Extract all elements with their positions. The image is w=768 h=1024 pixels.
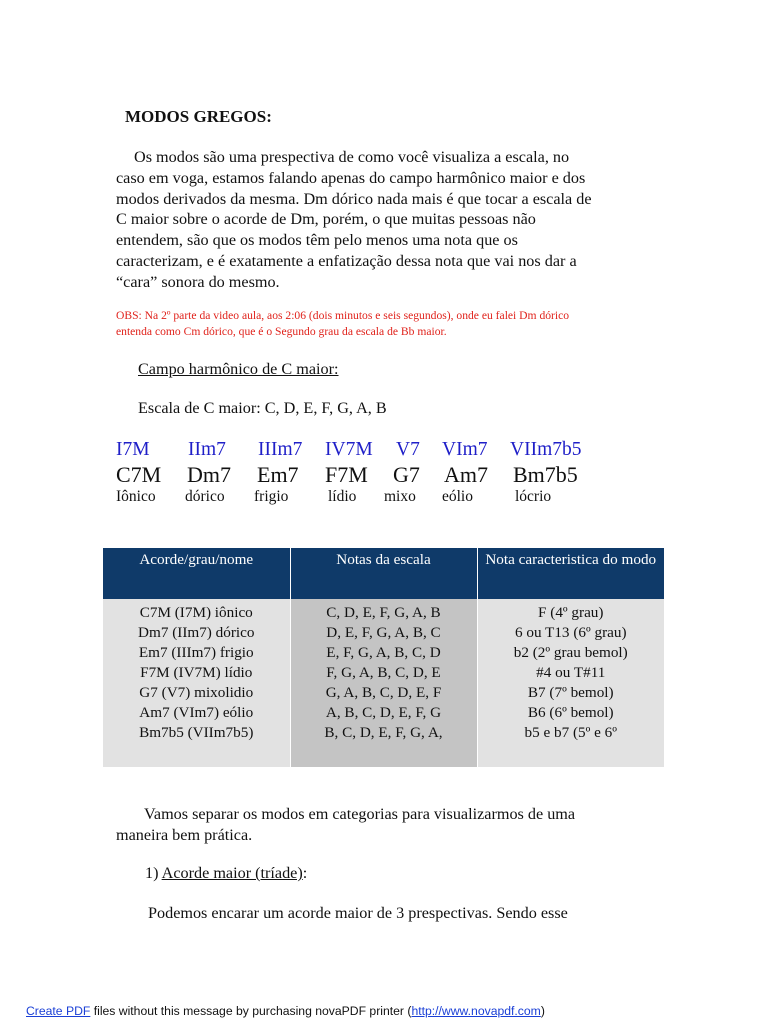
paragraph-line: maneira bem prática.	[116, 825, 253, 844]
header-nota-caracteristica: Nota caracteristica do modo	[477, 548, 664, 599]
intro-line: “cara” sonora do mesmo.	[116, 272, 280, 291]
mode-name: eólio	[442, 488, 473, 505]
table-cell: #4 ou T#11	[536, 664, 606, 681]
obs-line: entenda como Cm dórico, que é o Segundo grau da escala de Bb maior.	[116, 324, 447, 338]
table-header-row	[103, 548, 664, 599]
mode-name: lócrio	[515, 488, 552, 505]
table-cell: G7 (V7) mixolidio	[139, 684, 254, 701]
mode-name: lídio	[328, 488, 357, 505]
table-cell: F, G, A, B, C, D, E	[326, 664, 441, 681]
chord-label: Em7	[257, 462, 299, 487]
categories-paragraph	[116, 804, 656, 845]
degree-label: IIm7	[188, 439, 226, 460]
page-title: MODOS GREGOS:	[125, 107, 272, 126]
column-acorde	[103, 599, 290, 767]
intro-line: caracterizam, e é exatamente a enfatização dessa nota que vai nos dar a	[116, 251, 577, 270]
table-cell: b5 e b7 (5º e 6º	[524, 724, 617, 741]
table-row	[103, 599, 664, 767]
table-cell: B, C, D, E, F, G, A,	[324, 724, 443, 741]
list-item-title: Acorde maior (tríade)	[161, 864, 303, 882]
campo-harmonico-heading: Campo harmônico de C maior:	[138, 360, 339, 378]
table-cell: b2 (2º grau bemol)	[513, 644, 628, 661]
table-cell: Em7 (IIIm7) frigio	[138, 644, 254, 661]
intro-line: modos derivados da mesma. Dm dórico nada mais é que tocar a escala de	[116, 189, 592, 208]
intro-line: entendem, são que os modos têm pelo menos uma nota que os	[116, 231, 518, 250]
table-cell: F (4º grau)	[538, 604, 604, 621]
mode-name: frigio	[254, 488, 289, 505]
column-nota-caracteristica	[477, 599, 664, 767]
table-cell: A, B, C, D, E, F, G	[325, 704, 442, 721]
pdf-footer	[26, 1004, 545, 1018]
degree-label: VIm7	[442, 439, 488, 460]
table-cell: B6 (6º bemol)	[527, 704, 614, 721]
intro-line: Os modos são uma prespectiva de como você visualiza a escala, no	[134, 148, 570, 166]
mode-name: Iônico	[116, 488, 156, 505]
chord-label: C7M	[116, 462, 162, 487]
modes-table	[103, 548, 664, 767]
escala-line: Escala de C maior: C, D, E, F, G, A, B	[138, 399, 387, 417]
mode-name: mixo	[384, 488, 416, 505]
degree-label: IV7M	[325, 439, 373, 460]
table-cell: G, A, B, C, D, E, F	[325, 684, 442, 701]
table-cell: Am7 (VIm7) eólio	[139, 704, 254, 721]
degree-label: V7	[396, 439, 420, 460]
table-cell: C7M (I7M) iônico	[139, 604, 253, 621]
table-cell: Bm7b5 (VIIm7b5)	[139, 724, 254, 741]
degree-label: I7M	[116, 439, 150, 460]
table-cell: E, F, G, A, B, C, D	[326, 644, 441, 661]
table-cell: Dm7 (IIm7) dórico	[138, 624, 255, 641]
paragraph-line: Vamos separar os modos em categorias para visualizarmos de uma	[144, 805, 576, 823]
list-item-acorde-maior	[145, 864, 307, 883]
table-cell: B7 (7º bemol)	[527, 684, 614, 701]
intro-line: C maior sobre o acorde de Dm, porém, o que muitas pessoas não	[116, 210, 536, 229]
table-cell: F7M (IV7M) lídio	[140, 664, 253, 681]
obs-line: OBS: Na 2º parte da video aula, aos 2:06 (dois minutos e seis segundos), onde eu falei Dm dórico	[116, 309, 570, 322]
intro-paragraph	[116, 147, 656, 293]
intro-line: caso em voga, estamos falando apenas do campo harmônico maior e dos	[116, 168, 586, 187]
chord-label: Am7	[444, 462, 488, 487]
chord-label: Dm7	[187, 462, 231, 487]
table-cell: D, E, F, G, A, B, C	[326, 624, 441, 641]
create-pdf-link[interactable]: Create PDF	[26, 1004, 91, 1018]
column-notas	[290, 599, 477, 767]
novapdf-url-link[interactable]: http://www.novapdf.com	[411, 1004, 541, 1018]
footer-text-end: )	[540, 1004, 545, 1018]
footer-text: files without this message by purchasing novaPDF printer (	[90, 1004, 412, 1018]
chord-label: G7	[393, 462, 420, 487]
degree-label: VIIm7b5	[510, 439, 582, 460]
mode-name: dórico	[185, 488, 225, 505]
table-cell: 6 ou T13 (6º grau)	[514, 624, 627, 641]
chord-label: F7M	[325, 462, 368, 487]
chord-label: Bm7b5	[513, 462, 578, 487]
list-number: 1)	[145, 864, 159, 882]
header-notas-da-escala: Notas da escala	[290, 548, 477, 599]
last-paragraph-line: Podemos encarar um acorde maior de 3 prespectivas. Sendo esse	[148, 904, 568, 922]
table-cell: C, D, E, F, G, A, B	[326, 604, 441, 621]
degree-label: IIIm7	[258, 439, 303, 460]
header-acorde-grau-nome: Acorde/grau/nome	[103, 548, 290, 599]
obs-note	[116, 308, 636, 339]
list-colon: :	[302, 864, 308, 882]
